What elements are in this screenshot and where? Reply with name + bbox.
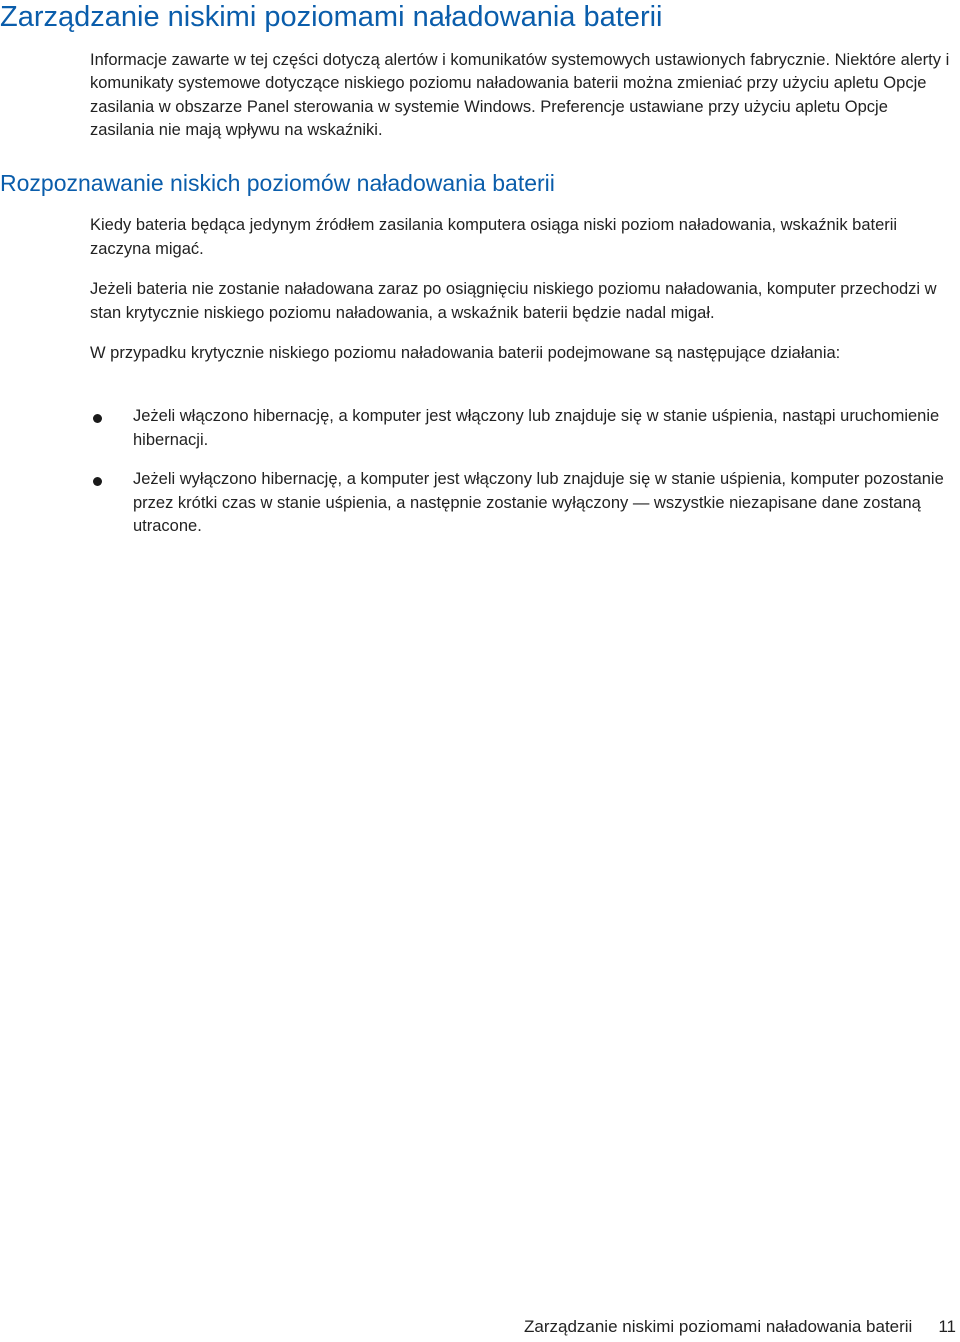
bullet-icon (93, 414, 102, 423)
section-paragraph-3: W przypadku krytycznie niskiego poziomu naładowania baterii podejmowane są następujące działania: (90, 344, 841, 362)
bullet-text: Jeżeli wyłączono hibernację, a komputer jest włączony lub znajduje się w stanie uśpienia, komputer pozostanie przez krótki czas w stanie uśpienia, a następnie zostanie wyłączony — wszystkie niezapisane dane zostaną utracone. (133, 470, 944, 535)
section-paragraph-2: Jeżeli bateria nie zostanie naładowana zaraz po osiągnięciu niskiego poziomu naładowania, komputer przechodzi w stan krytycznie niskiego poziomu naładowania, a wskaźnik baterii będzie nadal migał. (90, 280, 937, 322)
intro-paragraph: Informacje zawarte w tej części dotyczą alertów i komunikatów systemowych ustawionych fabrycznie. Niektóre alerty i komunikaty systemowe dotyczące niskiego poziomu naładowania baterii można zmieniać przy użyciu apletu Opcje zasilania w obszarze Panel sterowania w systemie Windows. Preferencje ustawiane przy użyciu apletu Opcje zasilania nie mają wpływu na wskaźniki. (90, 51, 950, 139)
bullet-text: Jeżeli włączono hibernację, a komputer jest włączony lub znajduje się w stanie uśpienia, nastąpi uruchomienie hibernacji. (133, 407, 940, 449)
bullet-icon (93, 477, 102, 486)
page-number: 11 (938, 1317, 956, 1336)
bullet-list (90, 405, 956, 539)
page-title: Zarządzanie niskimi poziomami naładowania baterii (0, 1, 663, 33)
bullet-item-hibernation-on (90, 405, 956, 452)
section-paragraph-1: Kiedy bateria będąca jedynym źródłem zasilania komputera osiąga niski poziom naładowania, wskaźnik baterii zaczyna migać. (90, 216, 898, 258)
footer-title: Zarządzanie niskimi poziomami naładowania baterii (523, 1317, 913, 1336)
page-footer (524, 1316, 956, 1338)
section-title: Rozpoznawanie niskich poziomów naładowania baterii (0, 170, 555, 196)
bullet-item-hibernation-off (90, 468, 956, 539)
